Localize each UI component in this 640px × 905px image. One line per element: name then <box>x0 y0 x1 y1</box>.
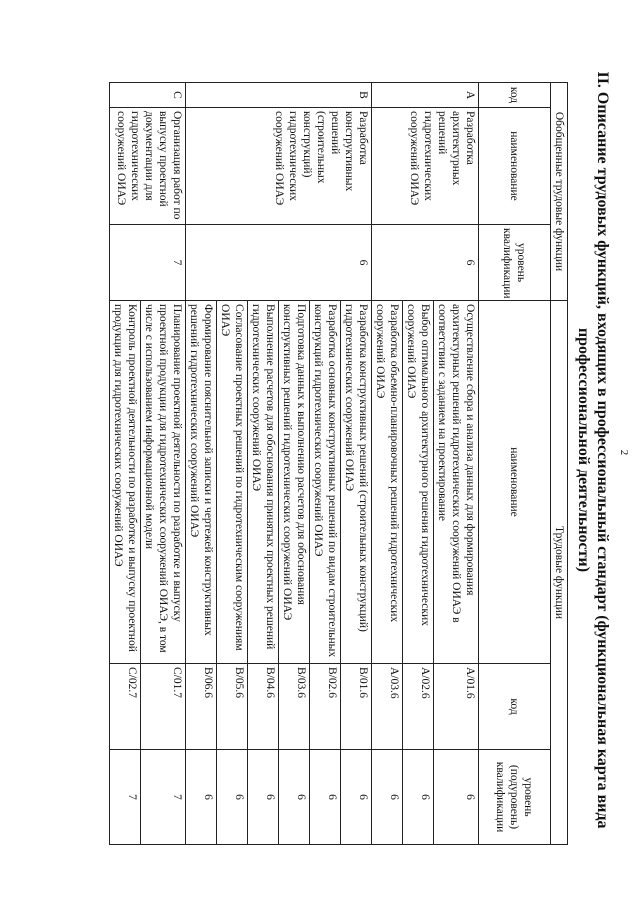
function-level: 6 <box>341 750 372 845</box>
function-level: 6 <box>248 750 279 845</box>
function-code: B/05.6 <box>217 664 248 750</box>
header-code: код <box>479 83 551 108</box>
header-generalized-functions: Обобщенные трудовые функции <box>551 83 568 301</box>
function-name: Планирование проектной деятельности по разработке и выпуску проектной продукции для гидротехнических сооружений ОИАЭ, в том числе с использованием информационной модели <box>141 301 186 664</box>
function-name: Контроль проектной деятельности по разработке и выпуску проектной продукции для гидротехнических сооружений ОИАЭ <box>110 301 141 664</box>
function-name: Разработка объемно-планировочных решений гидротехнических сооружений ОИАЭ <box>372 301 403 664</box>
function-level: 7 <box>110 750 141 845</box>
function-level: 6 <box>186 750 217 845</box>
header-qual-sublevel <box>479 750 551 845</box>
function-name: Подготовка данных к выполнению расчетов для обоснования конструктивных решений гидротехнических сооружений ОИАЭ <box>279 301 310 664</box>
group-code: B <box>186 83 372 108</box>
header-sublevel-line3: квалификации <box>494 761 507 833</box>
section-title-line1: II. Описание трудовых функций, входящих в профессиональный стандарт (функциональная карта вида <box>594 71 611 829</box>
section-title-line2: профессиональной деятельности) <box>575 327 592 573</box>
group-name: Разработка конструктивных решений (строительных конструкций) гидротехнических сооружений ОИАЭ <box>186 108 372 225</box>
function-code: A/03.6 <box>372 664 403 750</box>
group-level: 7 <box>110 225 186 301</box>
function-code: B/01.6 <box>341 664 372 750</box>
function-level: 7 <box>141 750 186 845</box>
function-code: B/02.6 <box>310 664 341 750</box>
function-code: C/02.7 <box>110 664 141 750</box>
function-name: Выполнение расчетов для обоснования принятых проектных решений гидротехнических сооружений ОИАЭ <box>248 301 279 664</box>
function-code: B/03.6 <box>279 664 310 750</box>
function-level: 6 <box>434 750 479 845</box>
group-code: C <box>110 83 186 108</box>
section-title <box>574 70 612 830</box>
function-code: A/02.6 <box>403 664 434 750</box>
header-name: наименование <box>479 301 551 664</box>
group-code: A <box>372 83 479 108</box>
header-sublevel-line1: уровень <box>522 777 535 817</box>
function-level: 6 <box>217 750 248 845</box>
group-name: Разработка архитектурных решений гидротехнических сооружений ОИАЭ <box>372 108 479 225</box>
page-number: 2 <box>618 449 630 456</box>
function-name: Осуществление сбора и анализа данных для формирования архитектурных решений гидротехнических сооружений ОИАЭ в соответствии с заданием на проектирование <box>434 301 479 664</box>
header-code: код <box>479 664 551 750</box>
function-level: 6 <box>372 750 403 845</box>
function-code: C/01.7 <box>141 664 186 750</box>
header-qual-level: уровень квалификации <box>479 225 551 301</box>
group-level: 6 <box>186 225 372 301</box>
function-level: 6 <box>403 750 434 845</box>
functional-map-table <box>109 82 568 845</box>
function-code: B/04.6 <box>248 664 279 750</box>
function-name: Разработка основных конструктивных решений по видам строительных конструкций гидротехнических сооружений ОИАЭ <box>310 301 341 664</box>
function-level: 6 <box>279 750 310 845</box>
header-name: наименование <box>479 108 551 225</box>
function-name: Согласование проектных решений по гидротехническим сооружениям ОИАЭ <box>217 301 248 664</box>
function-name: Формирование пояснительной записки и чертежей конструктивных решений гидротехнических сооружений ОИАЭ <box>186 301 217 664</box>
function-name: Выбор оптимального архитектурного решения гидротехнических сооружений ОИАЭ <box>403 301 434 664</box>
function-code: B/06.6 <box>186 664 217 750</box>
group-name: Организация работ по выпуску проектной документации для гидротехнических сооружений ОИАЭ <box>110 108 186 225</box>
header-labor-functions: Трудовые функции <box>551 301 568 845</box>
header-sublevel-line2: (подуровень) <box>508 764 521 830</box>
function-code: A/01.6 <box>434 664 479 750</box>
group-level: 6 <box>372 225 479 301</box>
function-name: Разработка конструктивных решений (строительных конструкций) гидротехнических сооружений ОИАЭ <box>341 301 372 664</box>
function-level: 6 <box>310 750 341 845</box>
